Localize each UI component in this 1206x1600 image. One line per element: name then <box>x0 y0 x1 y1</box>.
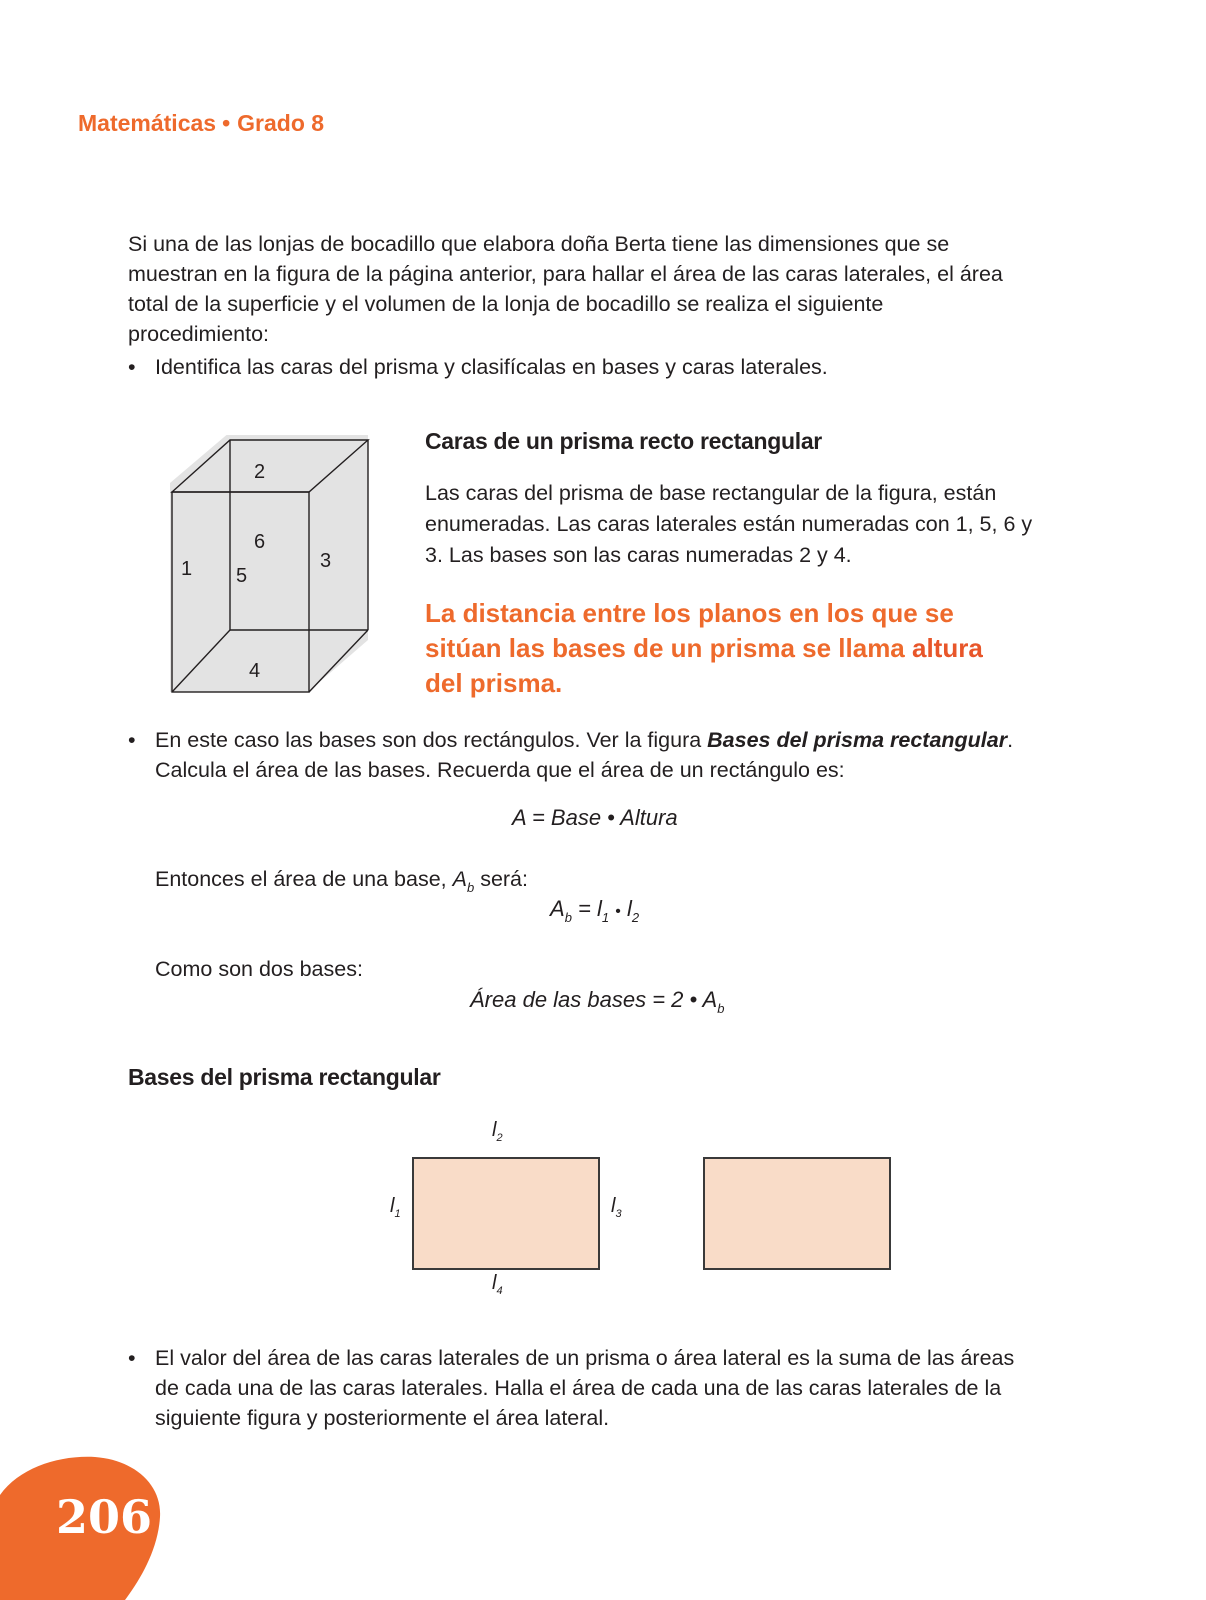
side-label-l1 <box>390 1195 401 1220</box>
formula-ab-l1-sub: 1 <box>601 910 610 925</box>
base-area-var: A <box>452 867 467 891</box>
bullet2-part1: En este caso las bases son dos rectángulos. Ver la figura <box>155 728 708 752</box>
side-label-l4 <box>492 1272 503 1297</box>
header-separator: • <box>222 110 231 136</box>
side-box-text: Las caras del prisma de base rectangular de la figura, están enumeradas. Las caras laterales están numeradas con 1, 5, 6 y 3. Las bases son las caras numeradas 2 y 4. <box>425 481 1033 567</box>
base-area-sub: b <box>466 880 475 895</box>
face-label-4: 4 <box>249 660 261 682</box>
formula-bases-total <box>470 987 724 1016</box>
label-l4-name: l <box>492 1272 497 1294</box>
base-rectangle-1 <box>412 1157 600 1270</box>
label-l4-sub: 4 <box>496 1285 503 1297</box>
formula-ab-l2: l <box>626 896 632 921</box>
definition-text-1: La distancia entre los planos en los que se sitúan las bases de un prisma se llama <box>425 598 954 663</box>
figure-title-bases: Bases del prisma rectangular <box>128 1064 441 1090</box>
label-l1-name: l <box>390 1195 395 1217</box>
page-number: 206 <box>56 1490 153 1544</box>
header-subject: Matemáticas <box>78 110 217 136</box>
formula-bases-sub: b <box>717 1001 725 1016</box>
bullet-marker: • <box>128 728 136 752</box>
side-label-l2 <box>492 1119 503 1144</box>
label-l3-sub: 3 <box>615 1208 622 1220</box>
base-area-after: será: <box>474 867 528 891</box>
bullet-marker: • <box>128 355 136 379</box>
face-label-1: 1 <box>181 558 193 580</box>
definition-text-2: del prisma. <box>425 668 563 698</box>
bullet-marker: • <box>128 1346 136 1370</box>
base-area-text: Entonces el área de una base, <box>155 867 453 891</box>
formula-base-area: $A_b = l_1$ • $l_2$ <box>550 896 640 925</box>
rectangular-prism-figure <box>168 435 373 700</box>
bullet2-part2: . Calcula el área de las bases. Recuerda que el área de un rectángulo es: <box>155 728 1014 782</box>
face-label-3: 3 <box>320 550 332 572</box>
face-label-5: 5 <box>236 565 248 587</box>
definition-term: altura <box>912 633 983 663</box>
header-grade: Grado 8 <box>237 110 325 136</box>
intro-paragraph: Si una de las lonjas de bocadillo que elabora doña Berta tiene las dimensiones que se muestran en la figura de la página anterior, para hallar el área de las caras laterales, el área total de la superficie y el volumen de la lonja de bocadillo se realiza el siguiente procedimiento: <box>128 232 1003 346</box>
side-label-l3 <box>611 1195 622 1220</box>
bullet-text: El valor del área de las caras laterales de un prisma o área lateral es la suma de las áreas de cada una de las caras laterales. Halla el área de cada una de las caras laterales de la siguiente figura y posteriormente el área lateral. <box>155 1346 1015 1430</box>
formula-rectangle-area: A = Base • Altura <box>512 805 678 830</box>
face-label-6: 6 <box>254 531 266 553</box>
formula-ab-l2-sub: 2 <box>631 910 640 925</box>
formula-ab-op: • <box>615 903 621 920</box>
label-l2-sub: 2 <box>496 1132 503 1144</box>
formula-ab-lhs: A <box>550 896 565 921</box>
label-l2-name: l <box>492 1119 497 1141</box>
bullet-text: Identifica las caras del prisma y clasifícalas en bases y caras laterales. <box>155 355 828 379</box>
formula-ab-lhs-sub: b <box>564 910 572 925</box>
base-rectangle-2 <box>703 1157 891 1270</box>
label-l1-sub: 1 <box>394 1208 401 1220</box>
page-header <box>78 110 324 137</box>
label-l3-name: l <box>611 1195 616 1217</box>
formula-bases-text: Área de las bases = 2 • A <box>470 987 718 1012</box>
formula-ab-l1: l <box>597 896 602 921</box>
bullet-text <box>155 725 1035 785</box>
side-box-title: Caras de un prisma recto rectangular <box>425 428 822 454</box>
definition-highlight <box>425 596 1025 701</box>
face-label-2: 2 <box>254 461 266 483</box>
figure-reference: Bases del prisma rectangular <box>707 728 1008 752</box>
base-area-line <box>155 867 528 895</box>
two-bases-line: Como son dos bases: <box>155 957 363 981</box>
